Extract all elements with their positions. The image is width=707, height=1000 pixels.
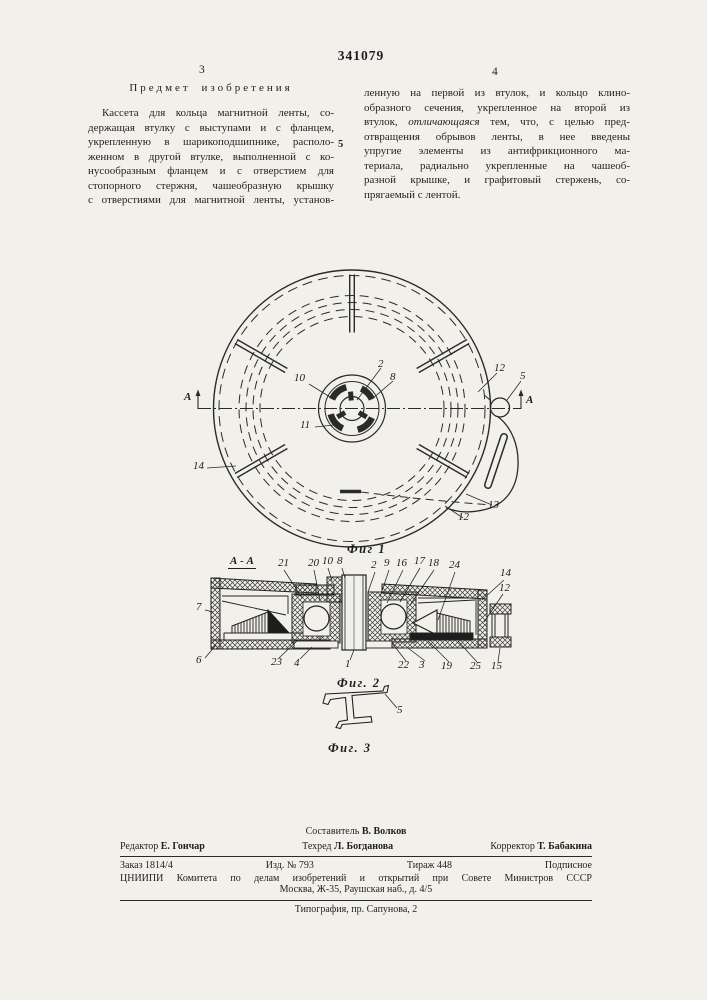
fig2-label-21: 21 [278, 557, 289, 569]
figure-1-drawing [80, 260, 580, 560]
text-line: стопорного стержня, чашеобразную крышку [88, 179, 334, 192]
hub-prongs [337, 392, 366, 417]
text-line: нусообразным фланцем и с отверстием для [88, 165, 334, 177]
fig1-label-14: 14 [193, 460, 204, 472]
footer-rule-bottom [120, 900, 592, 901]
claim-heading: Предмет изобретения [129, 82, 293, 94]
fig2-label-8: 8 [337, 555, 343, 567]
text-line: образного сечения, укрепленное на второй из [364, 101, 630, 114]
text-line: держащая втулку с выступами и с фланцем, [88, 121, 334, 134]
right-spring [410, 610, 473, 640]
patent-number: 341079 [337, 48, 385, 63]
left-column [88, 106, 334, 208]
text-line: ленную на первой из втулок, и кольцо клино- [364, 87, 630, 99]
fig1-label-12-top: 12 [494, 362, 505, 374]
fig2-label-20: 20 [308, 557, 319, 569]
fig2-label-6: 6 [196, 654, 202, 666]
fig1-label-10: 10 [294, 372, 305, 384]
organization-line: ЦНИИПИ Комитета по делам изобретений и открытий при Совете Министров СССР [120, 872, 592, 884]
text-line: женном в другой втулке, выполненной с ко- [88, 150, 334, 163]
text-line: укрепленную в шарикоподшипнике, располо- [88, 136, 334, 148]
fig2-label-4: 4 [294, 657, 300, 669]
guide-roller [491, 398, 510, 417]
text-line [364, 115, 630, 130]
text-run: втулок, [364, 116, 409, 128]
text-line: с отверстиями для магнитной ленты, установ- [88, 194, 334, 206]
fig2-section-title: А - А [230, 555, 254, 567]
fig2-label-9: 9 [384, 557, 390, 569]
footer-rule-top [120, 856, 592, 857]
subscription-note: Подписное [544, 860, 592, 871]
spring-strip [323, 686, 389, 729]
address-line: Москва, Ж-35, Раушская наб., д. 4/5 [279, 884, 433, 895]
fig1-leaders [207, 368, 521, 518]
corrector-label: Корректор [490, 840, 535, 852]
fig2-label-19: 19 [441, 660, 452, 672]
imprint-footer [120, 826, 592, 915]
claim-line-number: 5 [338, 139, 344, 150]
fig2-caption: Фиг. 2 [337, 676, 381, 690]
fig2-label-3: 3 [419, 659, 425, 671]
column-number-right: 4 [492, 66, 498, 78]
section-arrow-right [519, 390, 524, 410]
fig3-caption: Фиг. 3 [328, 741, 372, 755]
text-line: отвращения обрывов ленты, в нее введены [364, 130, 630, 143]
right-cone [413, 610, 437, 635]
fig2-label-10: 10 [322, 555, 333, 567]
italic-term: отличающаяся [408, 116, 480, 128]
fig1-label-11: 11 [300, 419, 311, 431]
fig2-label-2: 2 [371, 559, 377, 571]
fig1-caption: Фиг 1 [347, 542, 387, 556]
guide-tab [446, 396, 518, 512]
circulation: Тираж 448 [406, 860, 452, 871]
right-bracket [490, 604, 511, 647]
fig2-label-12: 12 [499, 582, 510, 594]
editor [120, 841, 205, 853]
fig1-label-13: 13 [488, 499, 499, 511]
techred-label: Техред [302, 840, 332, 852]
editor-label: Редактор [120, 840, 159, 852]
fig1-section-letter-left: А [184, 391, 192, 403]
fig2-label-16: 16 [396, 557, 407, 569]
techred [302, 841, 393, 853]
fig2-label-25: 25 [470, 660, 481, 672]
editor-name: Е. Гончар [160, 840, 205, 852]
fig2-label-24: 24 [449, 559, 460, 571]
fig2-label-1: 1 [345, 658, 351, 670]
column-number-left: 3 [199, 64, 205, 76]
text-line: прягаемый с лентой. [364, 188, 461, 201]
corrector [490, 841, 592, 853]
staff-line [120, 841, 592, 853]
techred-name: Л. Богданова [334, 840, 394, 852]
text-line: териала, радиально укрепленные на чашеоб- [364, 159, 630, 172]
fig3-label-5: 5 [397, 704, 403, 716]
fig1-label-12-bottom: 12 [458, 511, 469, 523]
order-number: Заказ 1814/4 [120, 860, 173, 871]
left-bearing [292, 577, 342, 648]
fig2-label-22: 22 [398, 659, 409, 671]
order-line [120, 860, 592, 872]
edition-number: Изд. № 793 [265, 860, 314, 871]
compiler-line [120, 826, 592, 838]
corrector-name: Т. Бабакина [537, 840, 592, 852]
text-line: Кассета для кольца магнитной ленты, со- [102, 107, 334, 119]
text-line: разной крышке, и графитовый стержень, со- [364, 174, 630, 186]
fig2-label-17: 17 [414, 555, 425, 567]
text-run: тем, что, с целью пред- [479, 116, 630, 128]
fig2-label-7: 7 [196, 601, 202, 613]
compiler-label: Составитель [305, 826, 360, 837]
fig2-label-14: 14 [500, 567, 511, 579]
fig1-section-letter-right: А [526, 394, 534, 406]
fig2-label-18: 18 [428, 557, 439, 569]
printing-house-line: Типография, пр. Сапунова, 2 [294, 903, 418, 915]
fig1-label-5: 5 [520, 370, 526, 382]
compiler-name: В. Волков [361, 826, 407, 837]
right-column [364, 86, 630, 202]
section-arrow-left [196, 390, 201, 410]
fig2-label-23: 23 [271, 656, 282, 668]
fig1-label-8: 8 [390, 371, 396, 383]
figure-3-drawing [300, 680, 430, 742]
central-shaft [342, 575, 366, 650]
fig1-label-2: 2 [378, 358, 384, 370]
fig2-label-15: 15 [491, 660, 502, 672]
reel-spokes [235, 275, 469, 478]
text-line: упругие элементы из антифрикционного ма- [364, 145, 630, 157]
